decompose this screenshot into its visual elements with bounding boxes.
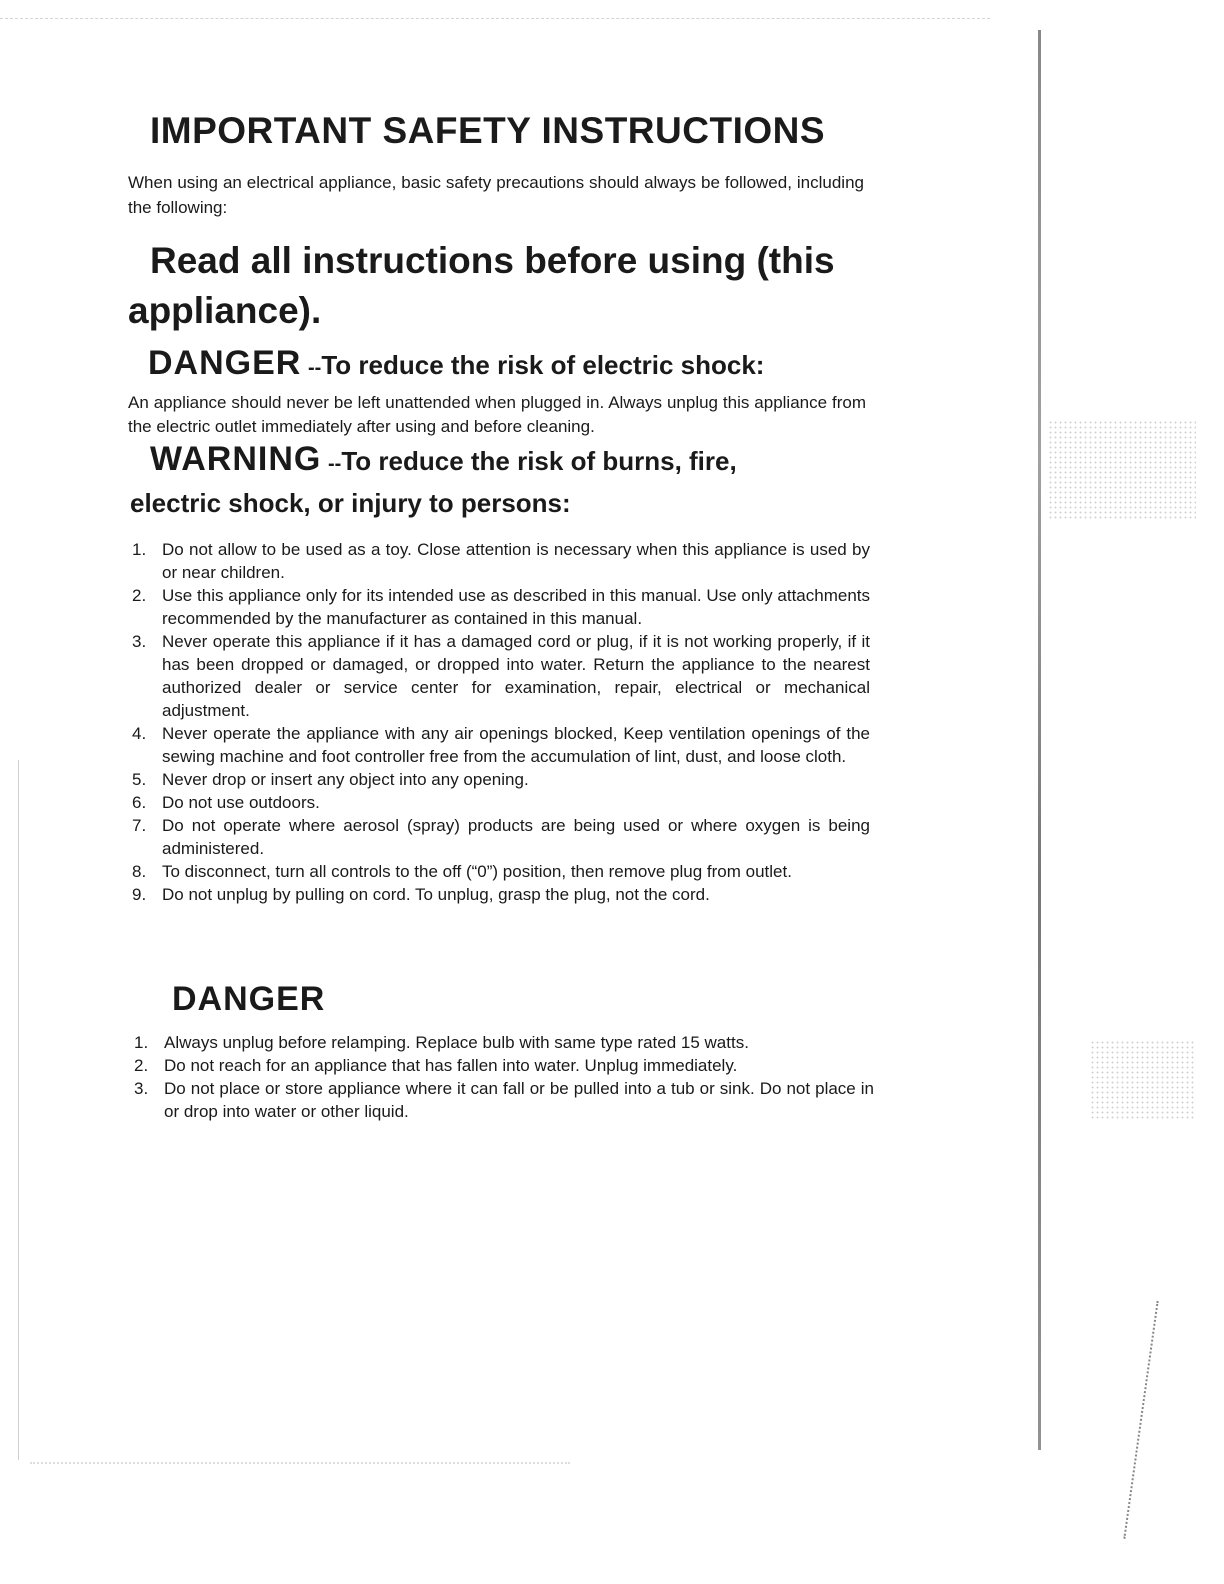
list-item <box>132 584 870 630</box>
scan-artifact-top <box>0 18 990 19</box>
list-item <box>132 722 870 768</box>
list-text: Never operate the appliance with any air openings blocked, Keep ventilation openings of the sewing machine and foot controller free from the accumulation of lint, dust, and loose cloth. <box>162 724 870 766</box>
list-text: Do not place or store appliance where it can fall or be pulled into a tub or sink. Do not place in or drop into water or other liquid. <box>164 1079 874 1121</box>
list-item <box>132 768 870 791</box>
list-item <box>132 630 870 722</box>
list-number: 2. <box>134 1056 149 1075</box>
list-item <box>132 883 870 906</box>
list-item <box>134 1054 874 1077</box>
scan-artifact-right-edge <box>1038 30 1041 1450</box>
warning-heading-text-line2: electric shock, or injury to persons: <box>130 488 571 518</box>
list-text: Never operate this appliance if it has a damaged cord or plug, if it is not working properly, if it has been dropped or damaged, or dropped into water. Return the appliance to the nearest authorized dealer or service center for examination, repair, electrical or mechanical adjustment. <box>162 632 870 720</box>
warning-heading-text: To reduce the risk of burns, fire, <box>341 446 737 476</box>
list-item <box>132 791 870 814</box>
list-number: 9. <box>132 885 147 904</box>
list-text: Use this appliance only for its intended use as described in this manual. Use only attachments recommended by the manufacturer as contained in this manual. <box>162 586 870 628</box>
list-text: Do not allow to be used as a toy. Close attention is necessary when this appliance is used by or near children. <box>162 540 870 582</box>
scan-artifact-bottom <box>30 1462 570 1464</box>
list-item <box>132 814 870 860</box>
heading-dash: -- <box>308 357 322 379</box>
warning-list <box>132 538 870 906</box>
list-number: 3. <box>134 1079 149 1098</box>
list-number: 4. <box>132 724 147 743</box>
list-item <box>134 1077 874 1123</box>
list-text: Do not unplug by pulling on cord. To unplug, grasp the plug, not the cord. <box>162 885 710 904</box>
list-text: To disconnect, turn all controls to the off (“0”) position, then remove plug from outlet. <box>162 862 792 881</box>
warning-heading <box>150 440 737 479</box>
list-number: 3. <box>132 632 147 651</box>
list-item <box>134 1031 874 1054</box>
scan-speckle <box>1048 420 1196 520</box>
list-number: 8. <box>132 862 147 881</box>
list-number: 2. <box>132 586 147 605</box>
warning-word: WARNING <box>150 440 322 478</box>
danger-word: DANGER <box>148 344 302 382</box>
list-text: Do not use outdoors. <box>162 793 320 812</box>
scan-speckle <box>1090 1040 1196 1120</box>
danger-list <box>134 1031 874 1123</box>
list-number: 7. <box>132 816 147 835</box>
list-text: Never drop or insert any object into any opening. <box>162 770 529 789</box>
list-text: Do not reach for an appliance that has fallen into water. Unplug immediately. <box>164 1056 738 1075</box>
danger-heading <box>148 344 764 383</box>
scan-artifact-left-edge <box>18 760 19 1460</box>
danger-paragraph: An appliance should never be left unattended when plugged in. Always unplug this appliance from the electric outlet immediately after using and before cleaning. <box>128 393 866 436</box>
page-title: IMPORTANT SAFETY INSTRUCTIONS <box>150 110 826 151</box>
list-number: 1. <box>134 1033 149 1052</box>
scan-artifact-curve <box>1123 1301 1160 1539</box>
danger-heading-2: DANGER <box>172 980 326 1018</box>
list-text: Always unplug before relamping. Replace bulb with same type rated 15 watts. <box>164 1033 749 1052</box>
list-number: 5. <box>132 770 147 789</box>
danger-heading-text: To reduce the risk of electric shock: <box>321 350 765 380</box>
list-number: 6. <box>132 793 147 812</box>
intro-paragraph: When using an electrical appliance, basic safety precautions should always be followed, including the following: <box>128 173 864 217</box>
read-all-instructions: Read all instructions before using (this appliance). <box>128 240 835 331</box>
list-item <box>132 538 870 584</box>
list-number: 1. <box>132 540 147 559</box>
heading-dash: -- <box>328 453 342 475</box>
list-text: Do not operate where aerosol (spray) products are being used or where oxygen is being administered. <box>162 816 870 858</box>
list-item <box>132 860 870 883</box>
